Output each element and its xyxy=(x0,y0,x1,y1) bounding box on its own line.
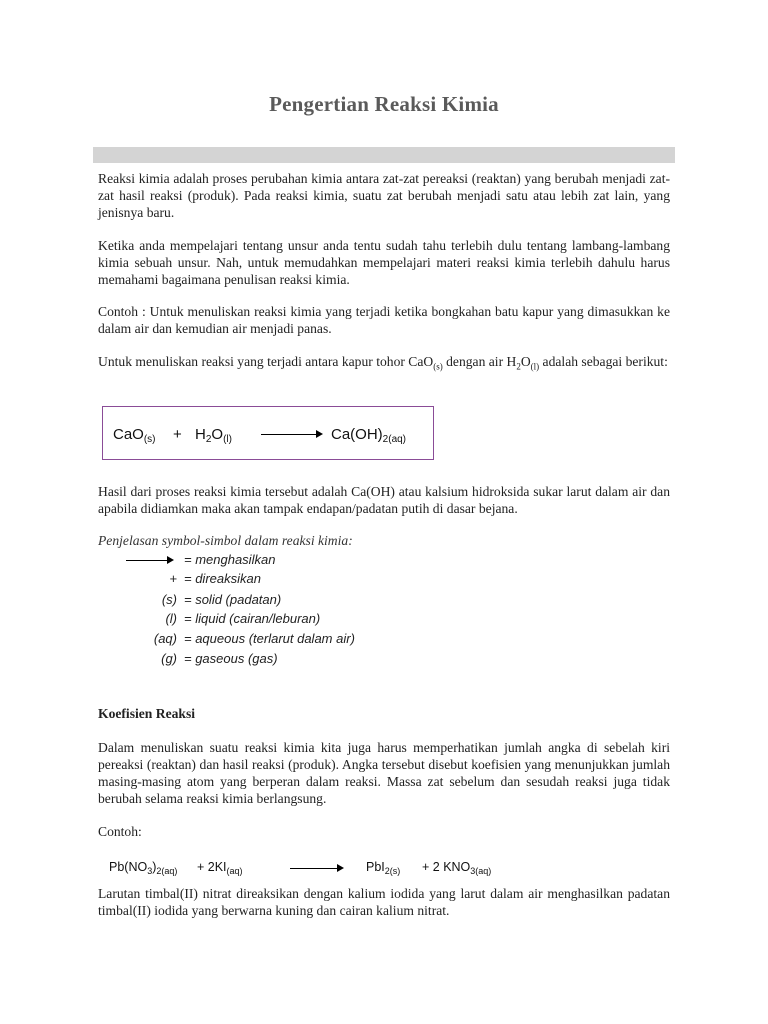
formula-product-pbi2 xyxy=(366,860,400,876)
symbols-title: Penjelasan symbol-simbol dalam reaksi kimia: xyxy=(98,533,353,548)
formula-text: Pb(NO xyxy=(109,860,148,874)
formula-reactant-pbno3 xyxy=(109,860,177,876)
page-title: Pengertian Reaksi Kimia xyxy=(269,92,499,116)
formula-subscript: 3(aq) xyxy=(470,866,492,876)
paragraph-cao-reaction xyxy=(98,353,670,376)
reaction-arrow-icon xyxy=(290,868,342,869)
symbol-desc: = menghasilkan xyxy=(184,552,276,567)
formula-subscript: 2(s) xyxy=(384,866,401,876)
paragraph-example: Contoh : Untuk menuliskan reaksi kimia yang terjadi ketika bongkahan batu kapur yang dimasukkan ke dalam air dan kemudian air menjadi panas. xyxy=(98,304,670,336)
formula-subscript: 2 xyxy=(205,434,212,445)
text-segment: dengan air H xyxy=(442,354,517,369)
formula-text: + 2KI xyxy=(197,860,227,874)
formula-subscript: 2(aq) xyxy=(156,866,178,876)
subscript: (l) xyxy=(530,361,540,372)
formula-product-caoh2 xyxy=(331,426,406,445)
symbol-desc: = aqueous (terlarut dalam air) xyxy=(184,631,355,646)
formula-text: H xyxy=(195,426,206,443)
formula-text: O xyxy=(211,426,224,443)
paragraph-coefficient: Dalam menuliskan suatu reaksi kimia kita juga harus memperhatikan jumlah angka di sebelah kiri pereaksi (reaktan) dan hasil reaksi (produk). Angka tersebut disebut koefisien yang menunjukkan jumlah masing-masing atom yang berperan dalam reaksi. Massa zat sebelum dan sesudah reaksi juga tidak berubah selama reaksi kimia berlangsung. xyxy=(98,740,670,806)
reaction-arrow-icon xyxy=(261,434,321,435)
symbol-desc: = gaseous (gas) xyxy=(184,651,278,666)
paragraph-reaction-description: Larutan timbal(II) nitrat direaksikan dengan kalium iodida yang larut dalam air menghasilkan padatan timbal(II) iodida yang berwarna kuning dan cairan kalium nitrat. xyxy=(98,886,670,918)
formula-reactant-water xyxy=(195,426,232,445)
subscript: (s) xyxy=(433,361,443,372)
formula-plus-sign: + xyxy=(173,426,182,443)
subscript: 2 xyxy=(516,361,521,372)
text-segment: Untuk menuliskan reaksi yang terjadi antara kapur tohor CaO xyxy=(98,354,434,369)
formula-text: ) xyxy=(152,860,157,874)
text-segment: O xyxy=(520,354,531,369)
paragraph-introduction: Ketika anda mempelajari tentang unsur anda tentu sudah tahu terlebih dulu tentang lambang-lambang kimia sebuah unsur. Nah, untuk memudahkan mempelajari materi reaksi kimia terlebih dahulu harus memahami bagaimana penulisan reaksi kimia. xyxy=(98,238,670,287)
formula-text: + 2 KNO xyxy=(422,860,471,874)
symbol-key: (g) xyxy=(161,651,177,666)
formula-text: Ca(OH) xyxy=(331,426,383,443)
formula-text: CaO xyxy=(113,426,144,443)
symbol-key: + xyxy=(169,571,177,586)
symbol-desc: = direaksikan xyxy=(184,571,261,586)
paragraph-result: Hasil dari proses reaksi kimia tersebut adalah Ca(OH) atau kalsium hidroksida sukar larut dalam air dan apabila didiamkan maka akan tampak endapan/padatan putih di dasar bejana. xyxy=(98,484,670,516)
formula-text: PbI xyxy=(366,860,385,874)
formula-subscript: (l) xyxy=(223,434,232,445)
formula-reactant-cao xyxy=(113,426,156,445)
symbol-key: (s) xyxy=(161,592,177,607)
paragraph-contoh-label: Contoh: xyxy=(98,824,142,839)
formula-subscript: 2(aq) xyxy=(382,434,407,445)
text-segment: adalah sebagai berikut: xyxy=(539,354,668,369)
formula-product-kno3 xyxy=(422,860,491,876)
section-heading-koefisien: Koefisien Reaksi xyxy=(98,706,196,721)
formula-subscript: 3 xyxy=(147,866,153,876)
reaction-formula-box xyxy=(102,406,434,460)
paragraph-definition: Reaksi kimia adalah proses perubahan kimia antara zat-zat pereaksi (reaktan) yang berubah menjadi zat-zat hasil reaksi (produk). Pada reaksi kimia, suatu zat berubah menjadi satu atau lebih zat lain, yang jenisnya baru. xyxy=(98,171,670,220)
symbol-key: (aq) xyxy=(153,631,177,646)
title-underline-bar xyxy=(93,147,675,163)
yield-arrow-icon xyxy=(126,560,172,561)
symbol-desc: = solid (padatan) xyxy=(184,592,282,607)
formula-subscript: (aq) xyxy=(226,866,243,876)
symbol-desc: = liquid (cairan/leburan) xyxy=(184,611,321,626)
formula-reactant-ki xyxy=(197,860,243,876)
formula-subscript: (s) xyxy=(143,434,156,445)
symbol-key: (l) xyxy=(165,611,177,626)
